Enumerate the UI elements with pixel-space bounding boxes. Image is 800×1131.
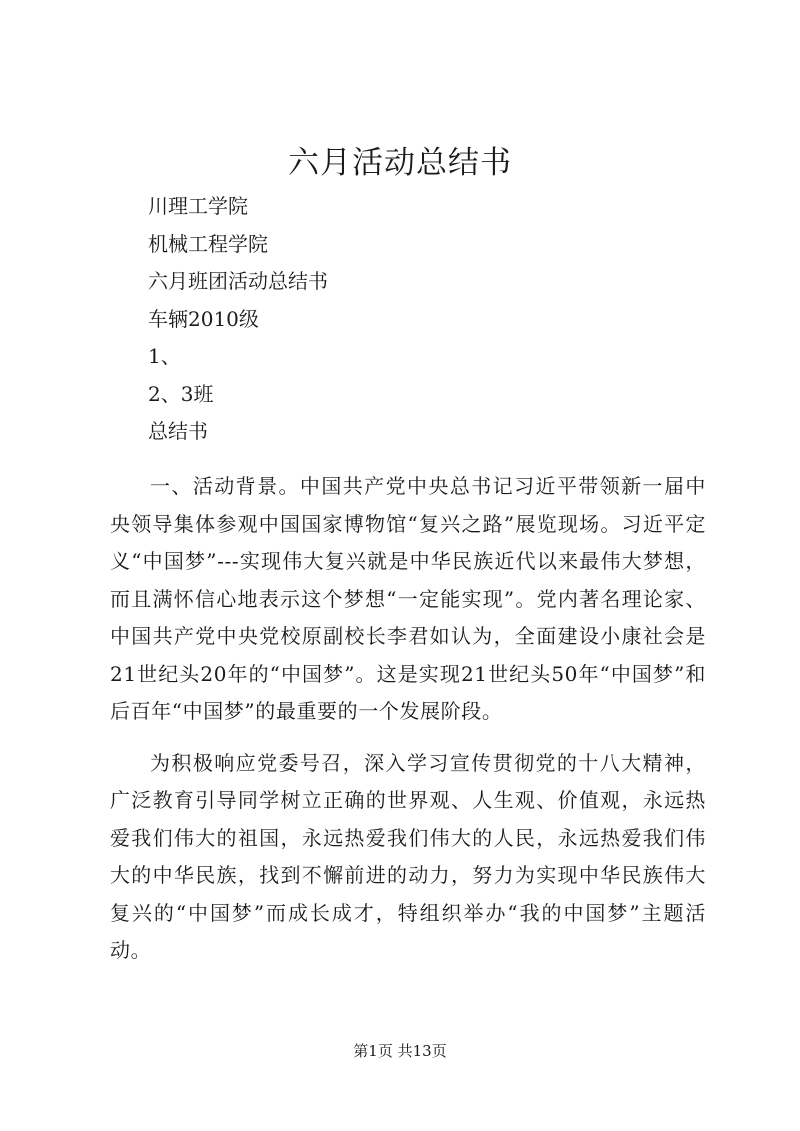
- header-line-grade: 车辆2010级: [148, 306, 259, 331]
- header-line-class-2-3: 2、3班: [148, 381, 214, 406]
- paragraph-purpose: 为积极响应党委号召，深入学习宣传贯彻党的十八大精神，广泛教育引导同学树立正确的世界观、人生观、价值观，永远热爱我们伟大的祖国，永远热爱我们伟大的人民，永远热爱我们伟大的中华民族，找到不懈前进的动力，努力为实现中华民族伟大复兴的“中国梦”而成长成才，特组织举办“我的中国梦”主题活动。: [110, 750, 706, 962]
- paragraph-background: 一、活动背景。中国共产党中央总书记习近平带领新一届中央领导集体参观中国国家博物馆“复兴之路”展览现场。习近平定义“中国梦”---实现伟大复兴就是中华民族近代以来最伟大梦想，而且满怀信心地表示这个梦想“一定能实现”。党内著名理论家、中国共产党中央党校原副校长李君如认为，全面建设小康社会是21世纪头20年的“中国梦”。这是实现21世纪头50年“中国梦”和后百年“中国梦”的最重要的一个发展阶段。: [110, 474, 706, 723]
- header-line-class-1: 1、: [148, 344, 181, 368]
- page-number-footer: 第1页 共13页: [353, 1042, 447, 1060]
- header-line-college: 机械工程学院: [148, 231, 268, 256]
- header-line-summary: 总结书: [148, 419, 208, 443]
- header-line-school: 川理工学院: [148, 194, 248, 218]
- header-line-subject: 六月班团活动总结书: [148, 269, 328, 293]
- document-body: [110, 468, 706, 984]
- document-header-block: [148, 188, 708, 451]
- document-title: 六月活动总结书: [288, 145, 512, 181]
